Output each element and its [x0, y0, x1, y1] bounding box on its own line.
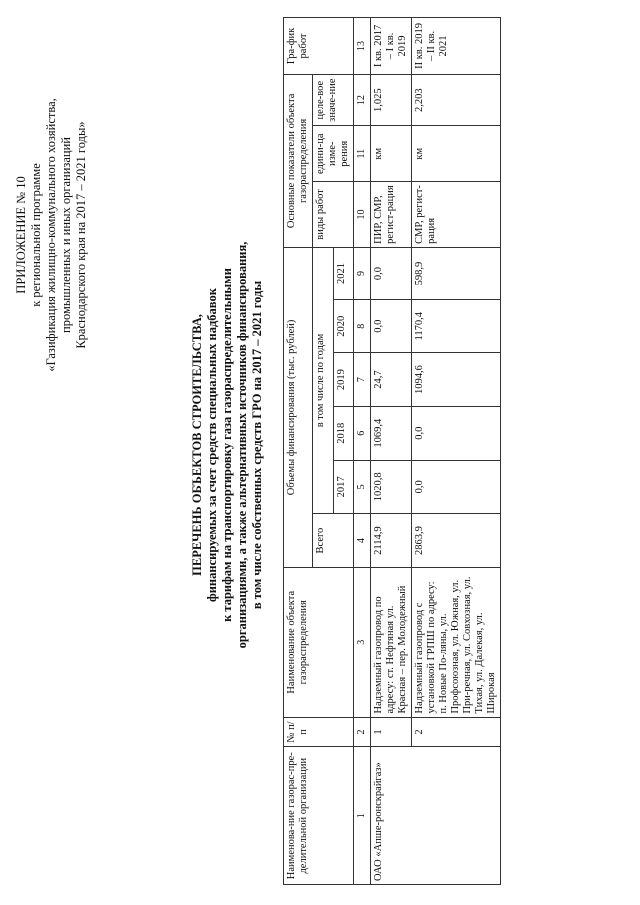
work-types-cell: СМР, регист-рация: [412, 182, 501, 248]
header-year-2020: 2020: [333, 300, 354, 353]
header-year-2018: 2018: [333, 406, 354, 460]
col-number: 9: [354, 247, 371, 299]
unit-cell: км: [371, 126, 412, 182]
row-num-cell: 1: [371, 717, 412, 747]
appendix-line-5: Краснодарского края на 2017 – 2021 годы»: [74, 121, 88, 349]
object-name-cell: Надземный газопровод с установкой ГРПШ по адресу: п. Новые По-ляны, ул. Профсоюзная, ул. Южная, ул. При-речная, ул. Совхозная, ул. Тихая, ул. Далекая, ул. Широкая: [412, 568, 501, 718]
unit-cell: км: [412, 126, 501, 182]
title-line-2: финансируемых за счет средств специальных надбавок: [205, 288, 219, 602]
header-unit: едини-ца изме-рения: [313, 126, 354, 182]
year-2020-cell: 0,0: [371, 300, 412, 353]
year-2018-cell: 1069,4: [371, 406, 412, 460]
header-object: Наименование объекта газораспределения: [284, 568, 354, 718]
work-types-cell: ПИР, СМР, регист-рация: [371, 182, 412, 248]
col-number: 5: [354, 460, 371, 514]
year-2018-cell: 0,0: [412, 406, 501, 460]
header-total: Всего: [313, 514, 354, 568]
header-indicators: Основные показатели объекта газораспределения: [284, 74, 313, 247]
title-line-5: в том числе собственных средств ГРО на 2017 – 2021 годы: [250, 280, 264, 610]
schedule-cell: I кв. 2017 – I кв. 2019: [371, 18, 412, 75]
header-schedule: Гра-фик работ: [284, 18, 354, 75]
year-2019-cell: 1094,6: [412, 353, 501, 407]
title-line-4: организациями, а также альтернативных источников финансирования,: [235, 241, 249, 649]
col-number: 8: [354, 300, 371, 353]
header-by-years: в том числе по годам: [313, 247, 334, 513]
appendix-line-3: «Газификация жилищно-коммунального хозяйства,: [44, 98, 58, 372]
org-name-cell: ОАО «Апше-ронскрайгаз»: [371, 747, 501, 885]
col-number: 4: [354, 514, 371, 568]
header-financing: Объемы финансирования (тыс. рублей): [284, 247, 313, 567]
total-cell: 2114,9: [371, 514, 412, 568]
header-row-1: [284, 18, 313, 885]
object-name-cell: Надземный газопровод по адресу: ст. Нефтяная ул. Красная – пер. Молодежный: [371, 568, 412, 718]
col-number: 1: [354, 747, 371, 885]
header-work-types: виды работ: [313, 182, 354, 248]
title-line-3: к тарифам на транспортировку газа газораспределительными: [220, 268, 234, 622]
table-row: [371, 18, 412, 885]
document-title: [190, 185, 265, 705]
col-number: 6: [354, 406, 371, 460]
header-target: целе-вое значе-ние: [313, 74, 354, 125]
col-number: 3: [354, 568, 371, 718]
col-number: 10: [354, 182, 371, 248]
header-num: № п/п: [284, 717, 354, 747]
title-line-1: ПЕРЕЧЕНЬ ОБЪЕКТОВ СТРОИТЕЛЬСТВА,: [190, 314, 204, 576]
year-2019-cell: 24,7: [371, 353, 412, 407]
appendix-header: [14, 35, 89, 435]
col-number: 13: [354, 18, 371, 75]
header-year-2019: 2019: [333, 353, 354, 407]
construction-objects-table: [283, 17, 501, 885]
total-cell: 2863,9: [412, 514, 501, 568]
header-org: Наименова-ние газорас-пре-делительной организации: [284, 747, 354, 885]
target-cell: 1,025: [371, 74, 412, 125]
row-num-cell: 2: [412, 717, 501, 747]
header-year-2021: 2021: [333, 247, 354, 299]
year-2021-cell: 0,0: [371, 247, 412, 299]
col-number: 7: [354, 353, 371, 407]
column-numbers-row: [354, 18, 371, 885]
col-number: 2: [354, 717, 371, 747]
col-number: 11: [354, 126, 371, 182]
year-2017-cell: 1020,8: [371, 460, 412, 514]
year-2017-cell: 0,0: [412, 460, 501, 514]
col-number: 12: [354, 74, 371, 125]
appendix-line-2: к региональной программе: [29, 163, 43, 307]
year-2020-cell: 1170,4: [412, 300, 501, 353]
schedule-cell: II кв. 2019 – II кв. 2021: [412, 18, 501, 75]
appendix-line-1: ПРИЛОЖЕНИЕ № 10: [14, 176, 28, 294]
appendix-line-4: промышленных и иных организаций: [59, 137, 73, 333]
year-2021-cell: 598,9: [412, 247, 501, 299]
header-year-2017: 2017: [333, 460, 354, 514]
target-cell: 2,203: [412, 74, 501, 125]
